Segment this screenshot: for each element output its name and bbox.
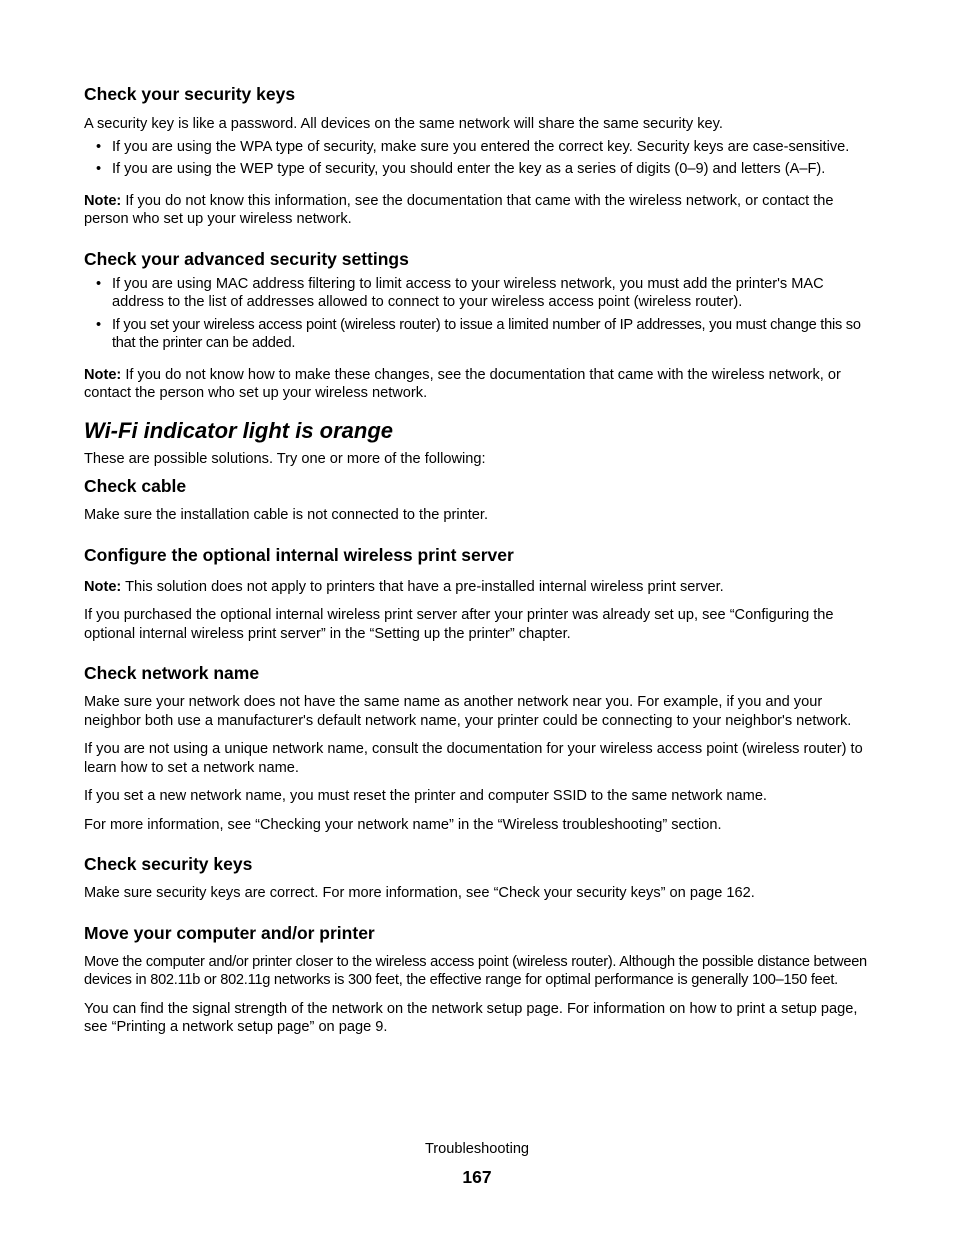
note-security-keys (84, 192, 874, 229)
note-label: Note: (84, 366, 122, 383)
paragraph-move-computer: Move the computer and/or printer closer to the wireless access point (wireless router). Although the possible distance between devices in 802.11b or 802.11g networks is 300 feet, the effective range for optimal performance is generally 100–150 feet. (84, 953, 867, 988)
bullet-list-security-keys (84, 138, 874, 179)
heading-check-cable: Check cable (84, 476, 187, 496)
paragraph-network-name: If you set a new network name, you must reset the printer and computer SSID to the same network name. (84, 788, 767, 804)
section-title-wifi-orange: Wi-Fi indicator light is orange (84, 417, 394, 443)
heading-move-computer: Move your computer and/or printer (84, 922, 375, 943)
heading-check-security-keys-2: Check security keys (84, 854, 253, 874)
list-item: • If you are using the WPA type of security, make sure you entered the correct key. Security keys are case-sensitive. (84, 138, 874, 157)
footer-section-name: Troubleshooting (424, 1141, 530, 1157)
bullet-list-advanced-security (84, 275, 874, 353)
paragraph-security-key-intro: A security key is like a password. All devices on the same network will share the same security key. (84, 116, 723, 132)
heading-check-network-name: Check network name (84, 663, 260, 683)
paragraph-network-name: Make sure your network does not have the same name as another network near you. For example, if you and your neighbor both use a manufacturer's default network name, your printer could be connecting to your neighbor's network. (84, 694, 852, 729)
page-content (84, 84, 874, 1037)
list-item: • If you are using the WEP type of security, you should enter the key as a series of digits (0–9) and letters (A–F). (84, 160, 874, 179)
paragraph-possible-solutions: These are possible solutions. Try one or more of the following: (84, 450, 486, 467)
page-number: 167 (462, 1167, 492, 1187)
paragraph-print-server: If you purchased the optional internal wireless print server after your printer was already set up, see “Configuring the optional internal wireless print server” in the “Setting up the printer” chapter. (84, 607, 834, 642)
heading-configure-print-server: Configure the optional internal wireless print server (84, 544, 514, 565)
note-text: This solution does not apply to printers that have a pre-installed internal wireless print server. (121, 578, 724, 595)
note-text: If you do not know how to make these changes, see the documentation that came with the wireless network, or contact the person who set up your wireless network. (84, 366, 841, 401)
paragraph-network-name: For more information, see “Checking your network name” in the “Wireless troubleshooting” section. (84, 816, 722, 833)
list-item: • If you set your wireless access point (wireless router) to issue a limited number of IP addresses, you must change this so that the printer can be added. (84, 316, 874, 353)
paragraph-check-cable: Make sure the installation cable is not connected to the printer. (84, 507, 488, 523)
note-label: Note: (84, 578, 122, 595)
note-advanced-security (84, 366, 874, 403)
paragraph-network-name: If you are not using a unique network name, consult the documentation for your wireless access point (wireless router) to learn how to set a network name. (84, 741, 863, 776)
heading-advanced-security: Check your advanced security settings (84, 248, 409, 269)
paragraph-security-keys: Make sure security keys are correct. For more information, see “Check your security keys” on page 162. (84, 885, 755, 901)
note-text: If you do not know this information, see the documentation that came with the wireless network, or contact the person who set up your wireless network. (84, 192, 834, 227)
note-label: Note: (84, 192, 122, 209)
list-item: • If you are using MAC address filtering to limit access to your wireless network, you must add the printer's MAC address to the list of addresses allowed to connect to your wireless access point (wireless router). (84, 275, 874, 312)
paragraph-signal-strength: You can find the signal strength of the network on the network setup page. For information on how to print a setup page, see “Printing a network setup page” on page 9. (84, 1000, 858, 1035)
heading-check-security-keys: Check your security keys (84, 84, 296, 104)
note-print-server (84, 578, 874, 597)
